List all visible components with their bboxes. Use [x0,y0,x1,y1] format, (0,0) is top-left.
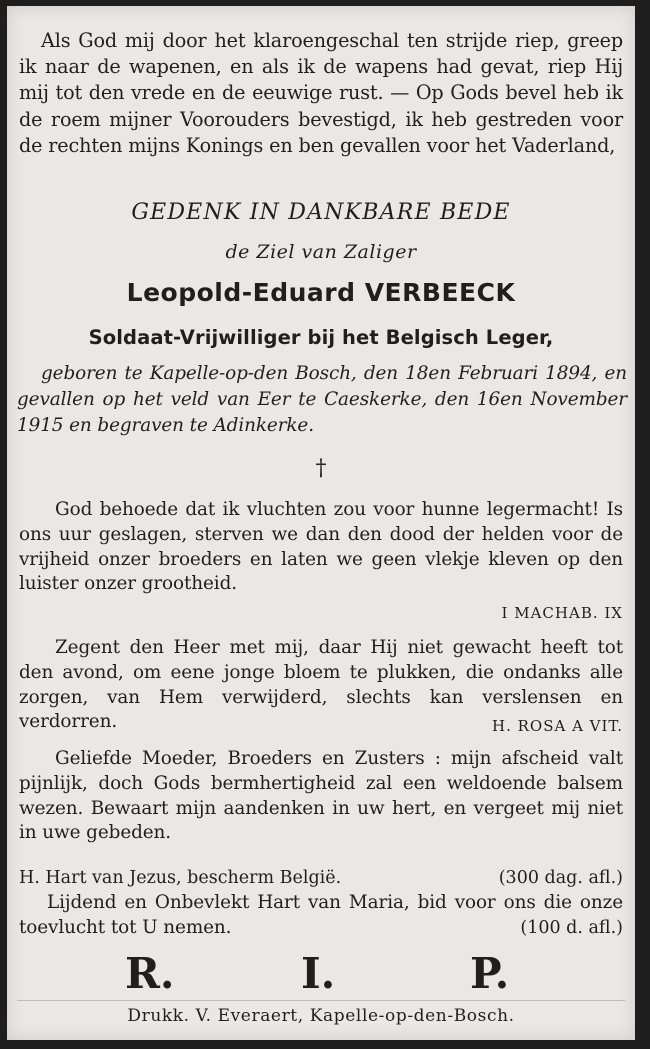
prayer-mary: Lijdend en Onbevlekt Hart van Maria, bid voor ons die onze toevlucht tot U nemen. [19,892,623,938]
rip-r: R. [125,949,175,998]
cross-icon: † [315,456,327,481]
rip-letters [7,949,635,999]
rip-i: I. [301,949,336,998]
indulgence-300: (300 dag. afl.) [498,868,623,888]
remember-heading: GEDENK IN DANKBARE BEDE [131,200,511,225]
rosa-source: H. ROSA A VIT. [491,717,623,735]
rip-p: P. [470,949,510,998]
indulgence-100: (100 d. afl.) [520,918,623,938]
rosa-quote: Zegent den Heer met mij, daar Hij niet gewacht heeft tot den avond, om eene jonge bloem te plukken, die ondanks alle zorgen, van Hem verwijderd, slechts kan verslensen en verdorren. [19,637,623,733]
intro-paragraph: Als God mij door het klaroengeschal ten strijde riep, greep ik naar de wapenen, en als ik de wapens had gevat, riep Hij mij tot den vrede en de eeuwige rust. — Op Gods bevel heb ik de roem mijner Voorouders bevestigd, ik heb gestreden voor de rechten mijns Konings en ben gevallen voor het Vaderland, [19,29,623,157]
deceased-name: Leopold-Eduard VERBEECK [126,278,516,307]
printer-credit: Drukk. V. Everaert, Kapelle-op-den-Bosch. [127,1006,515,1026]
soul-line: de Ziel van Zaliger [225,241,417,263]
prayer-line-1 [19,866,623,890]
maccabees-source: I MACHAB. IX [501,604,623,622]
family-farewell: Geliefde Moeder, Broeders en Zusters : mijn afscheid valt pijnlijk, doch Gods bermhertigheid zal een weldoende balsem wezen. Bewaart mijn aandenken in uw hert, en vergeet mij niet in uwe gebeden. [19,748,623,844]
prayer-sacred-heart: H. Hart van Jezus, bescherm België. [19,868,342,888]
maccabees-quote: God behoede dat ik vluchten zou voor hunne legermacht! Is ons uur geslagen, sterven we dan den dood der helden voor de vrijheid onzer broeders en laten we geen vlekje kleven op den luister onzer grootheid. [19,499,623,595]
memorial-card [7,6,635,1040]
military-rank: Soldaat-Vrijwilliger bij het Belgisch Leger, [88,326,554,349]
divider [17,1000,625,1001]
birth-death-details: geboren te Kapelle-op-den Bosch, den 18en Februari 1894, en gevallen op het veld van Eer te Caeskerke, den 16en November 1915 en begraven te Adinkerke. [17,363,627,436]
